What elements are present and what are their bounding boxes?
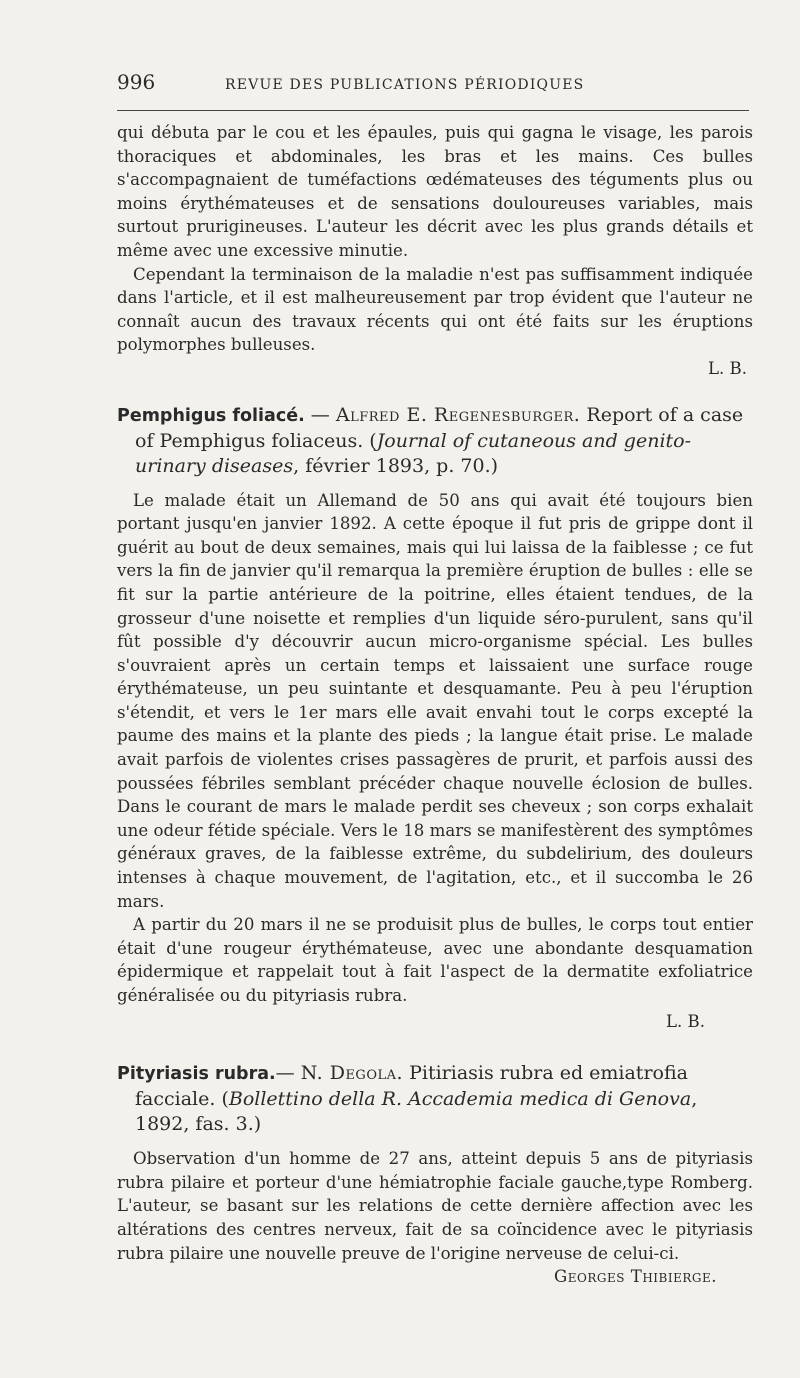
page xyxy=(117,70,753,1289)
entry-author: N. Degola. xyxy=(300,1062,404,1085)
paragraph: Cependant la terminaison de la maladie n'est pas suffisamment indiquée dans l'article, et il est malheureusement par trop évident que l'auteur ne connaît aucun des travaux récents qui ont été faits sur les éruptions polymorphes bulleuses. xyxy=(117,264,753,355)
entry-title: Pitiriasis rubra ed emiatrofia facciale. ( xyxy=(135,1062,688,1111)
entry-author: Alfred E. Regenesburger. xyxy=(335,403,581,426)
header-rule xyxy=(117,110,749,111)
running-title: REVUE DES PUBLICATIONS PÉRIODIQUES xyxy=(225,77,585,93)
page-number: 996 xyxy=(117,70,156,94)
continued-review xyxy=(117,121,753,381)
entry-dash: — xyxy=(275,1062,301,1085)
review-pemphigus xyxy=(117,403,753,1034)
review-pityriasis xyxy=(117,1061,753,1289)
entry-journal: Bollettino della R. Accademia medica di Genova xyxy=(228,1088,692,1111)
entry-journal: Journal of cutaneous and genito-urinary diseases xyxy=(135,429,692,477)
entry-title: Report of a case of Pemphigus foliaceus. ( xyxy=(135,403,744,452)
entry-keyword: Pityriasis rubra. xyxy=(117,1064,276,1085)
page-header xyxy=(117,70,753,98)
paragraph: qui débuta par le cou et les épaules, puis qui gagna le visage, les parois thoraciques et abdominales, les bras et les mains. Ces bulles s'accompagnaient de tuméfactions œdémateuses des téguments plus ou moins érythémateuses et de sensations douloureuses variables, mais surtout prurigineuses. L'auteur les décrit avec les plus grands détails et même avec une excessive minutie. xyxy=(117,123,753,260)
entry-heading xyxy=(117,1061,753,1137)
entry-citation: , 1892, fas. 3.) xyxy=(135,1088,698,1136)
entry-citation: , février 1893, p. 70.) xyxy=(293,454,499,477)
paragraph: Le malade était un Allemand de 50 ans qui avait été toujours bien portant jusqu'en janvier 1892. A cette époque il fut pris de grippe dont il guérit au bout de deux semaines, mais qui lui laissa de la faiblesse ; ce fut vers la fin de janvier qu'il remarqua la première éruption de bulles : elle se fit sur la partie antérieure de la poitrine, elles étaient tendues, de la grosseur d'une noisette et remplies d'un liquide séro-purulent, sans qu'il fût possible d'y découvrir aucun micro-organisme spécial. Les bulles s'ouvraient après un certain temps et laissaient une surface rouge érythémateuse, un peu suintante et desquamante. Peu à peu l'éruption s'étendit, et vers le 1er mars elle avait envahi tout le corps excepté la paume des mains et la plante des pieds ; la langue était prise. Le malade avait parfois de violentes crises passagères de prurit, et parfois aussi des poussées fébriles semblant précéder chaque nouvelle éclosion de bulles. Dans le courant de mars le malade perdit ses cheveux ; son corps exhalait une odeur fétide spéciale. Vers le 18 mars se manifestèrent des symptômes généraux graves, de la faiblesse extrême, du subdelirium, des douleurs intenses à chaque mouvement, de l'agitation, etc., et il succomba le 26 mars. xyxy=(117,490,753,911)
entry-keyword: Pemphigus foliacé. xyxy=(117,405,305,426)
entry-heading xyxy=(117,403,753,479)
paragraph: A partir du 20 mars il ne se produisit plus de bulles, le corps tout entier était d'une rougeur érythémateuse, avec une abondante desquamation épidermique et rappelait tout à fait l'aspect de la dermatite exfoliatrice généralisée ou du pityriasis rubra. xyxy=(117,915,753,1005)
review-signature: Georges Thibierge. xyxy=(554,1267,717,1287)
entry-dash: — xyxy=(304,403,336,426)
review-signature: L. B. xyxy=(707,358,747,378)
paragraph: Observation d'un homme de 27 ans, atteint depuis 5 ans de pityriasis rubra pilaire et porteur d'une hémiatrophie faciale gauche,type Romberg. L'auteur, se basant sur les relations de cette dernière affection avec les altérations des centres nerveux, fait de sa coïncidence avec le pityriasis rubra pilaire une nouvelle preuve de l'origine nerveuse de celui-ci. xyxy=(117,1149,753,1263)
review-signature: L. B. xyxy=(665,1011,705,1031)
